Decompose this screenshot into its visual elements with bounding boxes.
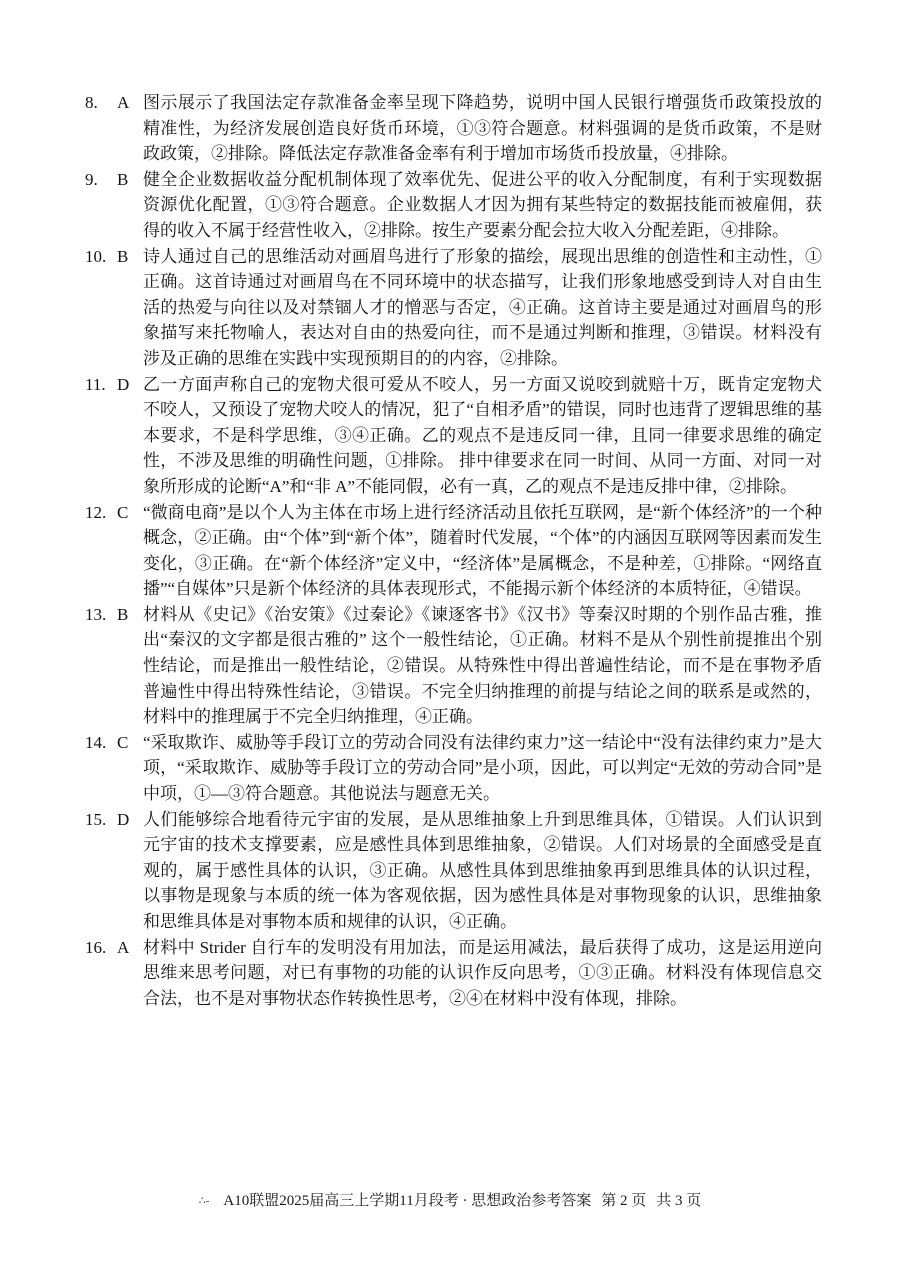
answer-item-10 bbox=[85, 244, 822, 372]
page-footer bbox=[0, 1189, 900, 1210]
answer-explanation: 乙一方面声称自己的宠物犬很可爱从不咬人，另一方面又说咬到就赔十万，既肯定宠物犬不咬人，又预设了宠物犬咬人的情况，犯了“自相矛盾”的错误，同时也违背了逻辑思维的基本要求，不是科学思维，③④正确。乙的观点不是违反同一律，且同一律要求思维的确定性，不涉及思维的明确性问题，①排除。 排中律要求在同一时间、从同一方面、对同一对象所形成的论断“A”和“非 A”不能同假，必有一真，乙的观点不是违反排中律，②排除。 bbox=[143, 374, 822, 496]
answer-explanation: 材料中 Strider 自行车的发明没有用加法，而是运用减法，最后获得了成功，这是运用逆向思维来思考问题，对已有事物的功能的认识作反向思考，①③正确。材料没有体现信息交合法，也不是对事物状态作转换性思考，②④在材料中没有体现，排除。 bbox=[143, 937, 822, 1008]
question-number: 16. bbox=[85, 937, 107, 957]
answer-item-16 bbox=[85, 935, 822, 1012]
answer-explanation: “采取欺诈、威胁等手段订立的劳动合同没有法律约束力”这一结论中“没有法律约束力”是大项，“采取欺诈、威胁等手段订立的劳动合同”是小项，因此，可以判定“无效的劳动合同”是中项，①—③符合题意。其他说法与题意无关。 bbox=[143, 732, 822, 804]
answer-letter: D bbox=[117, 374, 130, 394]
answer-explanation: 诗人通过自己的思维活动对画眉鸟进行了形象的描绘，展现出思维的创造性和主动性，①正确。这首诗通过对画眉鸟在不同环境中的状态描写，让我们形象地感受到诗人对自由生活的热爱与向往以及对禁锢人才的憎恶与否定，④正确。这首诗主要是通过对画眉鸟的形象描写来托物喻人，表达对自由的热爱向往，而不是通过判断和推理，③错误。材料没有涉及正确的思维在实践中实现预期目的的内容，②排除。 bbox=[143, 246, 822, 368]
question-number: 15. bbox=[85, 809, 107, 829]
answer-item-8 bbox=[85, 90, 822, 167]
question-number: 11. bbox=[85, 374, 106, 394]
question-number: 10. bbox=[85, 246, 107, 266]
answer-letter: B bbox=[117, 604, 129, 624]
answer-explanation: 健全企业数据收益分配机制体现了效率优先、促进公平的收入分配制度，有利于实现数据资源优化配置，①③符合题意。企业数据人才因为拥有某些特定的数据技能而被雇佣，获得的收入不属于经营性收入，②排除。按生产要素分配会拉大收入分配差距，④排除。 bbox=[143, 169, 822, 240]
answer-letter: A bbox=[117, 93, 130, 112]
answer-letter: B bbox=[117, 246, 129, 266]
answer-item-9 bbox=[85, 167, 822, 244]
answer-item-13 bbox=[85, 602, 822, 730]
answer-explanation: 材料从《史记》《治安策》《过秦论》《谏逐客书》《汉书》等秦汉时期的个别作品古雅，推出“秦汉的文字都是很古雅的” 这个一般性结论，①正确。材料不是从个别性前提推出个别性结论，而是推出一般性结论，②错误。从特殊性中得出普遍性结论，而不是在事物矛盾普遍性中得出特殊性结论，③错误。不完全归纳推理的前提与结论之间的联系是或然的，材料中的推理属于不完全归纳推理，④正确。 bbox=[143, 604, 822, 727]
answer-explanation: 人们能够综合地看待元宇宙的发展，是从思维抽象上升到思维具体，①错误。人们认识到元宇宙的技术支撑要素，应是感性具体到思维抽象，②错误。人们对场景的全面感受是直观的，属于感性具体的认识，③正确。从感性具体到思维抽象再到思维具体的认识过程，以事物是现象与本质的统一体为客观依据，因为感性具体是对事物现象的认识，思维抽象和思维具体是对事物本质和规律的认识，④正确。 bbox=[143, 809, 822, 931]
footer-page-number: 第 2 页 bbox=[601, 1193, 647, 1209]
answer-item-14 bbox=[85, 730, 822, 807]
question-number: 12. bbox=[85, 502, 107, 522]
answer-letter: B bbox=[117, 169, 129, 189]
answer-explanation: “微商电商”是以个人为主体在市场上进行经济活动且依托互联网，是“新个体经济”的一个种概念，②正确。由“个体”到“新个体”，随着时代发展，“个体”的内涵因互联网等因素而发生变化，③正确。在“新个体经济”定义中，“经济体”是属概念，不是种差，①排除。“网络直播”“自媒体”只是新个体经济的具体表现形式，不能揭示新个体经济的本质特征，④错误。 bbox=[143, 502, 822, 599]
question-number: 8. bbox=[85, 93, 98, 112]
answer-letter: A bbox=[117, 937, 130, 957]
answer-item-12 bbox=[85, 500, 822, 602]
answer-letter: D bbox=[117, 809, 130, 829]
answer-item-15 bbox=[85, 807, 822, 935]
footer-title: A10联盟2025届高三上学期11月段考 · 思想政治参考答案 bbox=[223, 1193, 592, 1209]
question-number: 9. bbox=[85, 169, 98, 189]
question-number: 14. bbox=[85, 732, 107, 752]
answer-item-11 bbox=[85, 372, 822, 500]
footer-page-total: 共 3 页 bbox=[656, 1193, 702, 1209]
answer-letter: C bbox=[117, 502, 129, 522]
question-number: 13. bbox=[85, 604, 107, 624]
footer-mark: ∴- bbox=[198, 1195, 210, 1207]
answer-letter: C bbox=[117, 732, 129, 752]
answer-list bbox=[85, 90, 822, 1011]
answer-explanation: 图示展示了我国法定存款准备金率呈现下降趋势，说明中国人民银行增强货币政策投放的精准性，为经济发展创造良好货币环境，①③符合题意。材料强调的是货币政策，不是财政政策，②排除。降低法定存款准备金率有利于增加市场货币投放量，④排除。 bbox=[143, 93, 822, 164]
